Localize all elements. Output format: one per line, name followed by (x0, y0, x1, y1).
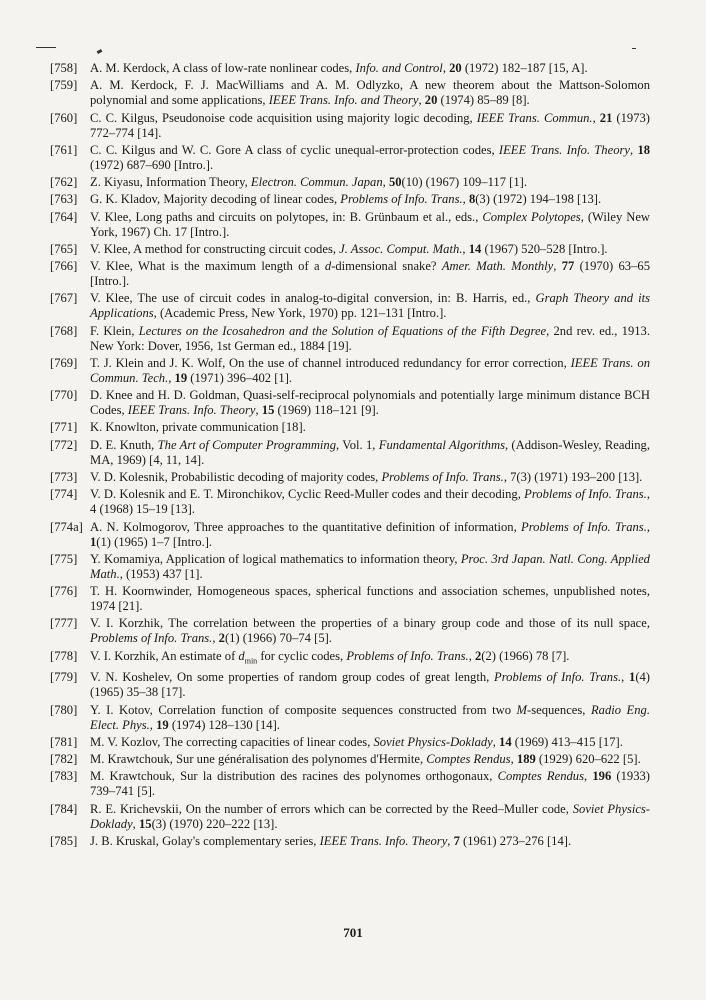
volume-number: 20 (424, 93, 438, 108)
reference-fragment: V. Klee, The use of circuit codes in analog-to-digital conversion, in: B. Harris, ed., (90, 291, 536, 306)
reference-fragment: D. E. Knuth, (90, 437, 158, 452)
volume-number: 50 (388, 175, 402, 190)
reference-fragment: V. Klee, What is the maximum length of a (90, 259, 325, 274)
reference-text (90, 487, 650, 517)
reference-fragment: , (462, 241, 469, 256)
reference-entry (50, 388, 650, 418)
reference-fragment: (3) (1970) 220–222 [13]. (151, 816, 278, 831)
volume-number: 8 (468, 192, 476, 207)
reference-fragment: F. Klein, (90, 323, 139, 338)
citation-title: M (516, 702, 528, 717)
reference-number: [784] (50, 801, 78, 816)
volume-number: 1 (629, 670, 636, 685)
reference-text (90, 584, 650, 614)
citation-title: Problems of Info. Trans. (340, 192, 463, 207)
reference-text (90, 649, 650, 669)
citation-title: IEEE Trans. Info. Theory (319, 833, 448, 848)
reference-text (90, 552, 650, 582)
reference-number: [769] (50, 355, 78, 370)
reference-fragment: , (418, 93, 425, 108)
reference-fragment: , (592, 110, 600, 125)
reference-fragment: D. Knee and H. D. Goldman, Quasi-self-reciprocal polynomials and potentially large minimum distance BCH Codes, (90, 388, 650, 418)
volume-number: 21 (599, 110, 613, 125)
reference-entry (50, 470, 650, 485)
reference-number: [759] (50, 78, 78, 93)
reference-fragment: Y. I. Kotov, Correlation function of composite sequences constructed from two (90, 702, 517, 717)
scan-speck (97, 49, 103, 54)
reference-fragment: , (510, 752, 517, 767)
reference-fragment: J. B. Kruskal, Golay's complementary series, (90, 833, 320, 848)
reference-number: [778] (50, 648, 78, 663)
reference-fragment: , (447, 833, 454, 848)
reference-fragment: C. C. Kilgus, Pseudonoise code acquisition using majority logic decoding, (90, 110, 477, 125)
citation-title: IEEE Trans. Info. Theory (498, 142, 630, 157)
reference-fragment: (1961) 273–276 [14]. (459, 833, 572, 848)
reference-entry (50, 259, 650, 289)
reference-fragment: (1973) 772–774 [14]. (90, 110, 650, 140)
reference-fragment: T. J. Klein and J. K. Wolf, On the use of channel introduced redundancy for error correction, (90, 355, 571, 370)
reference-text (90, 242, 650, 257)
reference-fragment: (1969) 413–415 [17]. (511, 734, 623, 749)
reference-text (90, 111, 650, 141)
volume-number: 15 (261, 403, 275, 418)
citation-title: Problems of Info. Trans. (524, 487, 647, 502)
volume-number: 1 (90, 534, 97, 549)
reference-entry (50, 487, 650, 517)
citation-title: d (238, 648, 245, 663)
reference-fragment: , 4 (1968) 15–19 [13]. (90, 487, 650, 517)
reference-fragment: (1974) 85–89 [8]. (437, 93, 530, 108)
reference-fragment: , (442, 61, 450, 75)
reference-text (90, 210, 650, 240)
reference-fragment: , (382, 175, 389, 190)
volume-number: 20 (449, 61, 462, 75)
reference-fragment: (2) (1966) 78 [7]. (481, 648, 570, 663)
reference-entry (50, 210, 650, 240)
reference-entry (50, 324, 650, 354)
reference-fragment: -dimensional snake? (331, 259, 442, 274)
reference-fragment: , (621, 670, 630, 685)
reference-entry (50, 834, 650, 849)
reference-fragment: , (462, 192, 469, 207)
citation-title: IEEE Trans. Info. and Theory (268, 93, 419, 108)
reference-text (90, 420, 650, 435)
citation-title: Problems of Info. Trans. (90, 631, 213, 646)
page-number: 701 (343, 925, 363, 940)
reference-number: [777] (50, 616, 78, 631)
reference-number: [779] (50, 670, 78, 685)
reference-fragment: , 7(3) (1971) 193–200 [13]. (503, 469, 643, 484)
citation-title: Comptes Rendus (497, 769, 584, 784)
reference-text (90, 388, 650, 418)
volume-number: 14 (468, 241, 482, 256)
citation-title: Soviet Physics-Doklady (373, 734, 493, 749)
reference-fragment: , (212, 631, 219, 646)
citation-title: Graph Theory and its Applications (90, 291, 650, 321)
reference-entry (50, 670, 650, 700)
reference-fragment: M. Krawtchouk, Sur la distribution des racines des polynomes orthogonaux, (90, 769, 498, 784)
reference-text (90, 61, 650, 76)
volume-number: 15 (138, 816, 152, 831)
citation-title: The Art of Computer Programming (157, 437, 337, 452)
reference-text (90, 834, 650, 849)
reference-text (90, 520, 650, 550)
citation-title: Fundamental Algorithms (378, 437, 505, 452)
reference-entry (50, 752, 650, 767)
reference-fragment: (1971) 396–402 [1]. (187, 370, 293, 385)
reference-entry (50, 420, 650, 435)
reference-text (90, 703, 650, 733)
scan-speck (36, 47, 56, 48)
reference-number: [782] (50, 752, 78, 767)
citation-title: Problems of Info. Trans. (521, 519, 647, 534)
reference-text (90, 735, 650, 750)
reference-text (90, 192, 650, 207)
reference-number: [781] (50, 734, 78, 749)
reference-entry (50, 175, 650, 190)
volume-number: 196 (592, 769, 612, 784)
reference-entry (50, 61, 650, 76)
reference-fragment: V. I. Korzhik, The correlation between the properties of a binary group code and those of its null space, (90, 616, 650, 631)
citation-title: Comptes Rendus (426, 752, 511, 767)
reference-fragment: , (Addison-Wesley, Reading, MA, 1969) [4, 11, 14]. (90, 437, 651, 467)
reference-text (90, 143, 650, 173)
reference-number: [763] (50, 192, 78, 207)
reference-fragment: (10) (1967) 109–117 [1]. (401, 175, 527, 190)
citation-title: Problems of Info. Trans. (346, 648, 469, 663)
reference-entry (50, 802, 650, 832)
citation-title: Electron. Commun. Japan (250, 175, 383, 190)
reference-text (90, 356, 650, 386)
reference-entry (50, 552, 650, 582)
reference-fragment: , (132, 816, 139, 831)
reference-text (90, 470, 650, 485)
reference-list (50, 61, 650, 851)
reference-text (90, 616, 650, 646)
reference-text (90, 291, 650, 321)
volume-number: 19 (174, 370, 188, 385)
reference-text (90, 769, 650, 799)
reference-fragment: G. K. Kladov, Majority decoding of linear codes, (90, 192, 341, 207)
reference-number: [767] (50, 291, 78, 306)
reference-fragment: T. H. Koornwinder, Homogeneous spaces, spherical functions and association schemes, unpublished notes, 1974 [21]. (90, 584, 650, 614)
reference-entry (50, 242, 650, 257)
reference-entry (50, 584, 650, 614)
reference-entry (50, 192, 650, 207)
reference-text (90, 802, 650, 832)
reference-fragment: K. Knowlton, private communication [18]. (90, 420, 306, 435)
volume-number: 2 (474, 648, 482, 663)
reference-fragment: A. N. Kolmogorov, Three approaches to the quantitative definition of information, (90, 519, 522, 534)
citation-title: IEEE Trans. on Commun. Tech. (90, 355, 650, 385)
reference-number: [766] (50, 259, 78, 274)
reference-fragment: , (646, 519, 650, 534)
citation-title: Proc. 3rd Japan. Natl. Cong. Applied Math. (90, 551, 650, 581)
reference-fragment: , (149, 717, 157, 732)
citation-title: d (324, 259, 332, 274)
reference-fragment: (1970) 63–65 [Intro.]. (90, 259, 650, 289)
reference-fragment: V. Klee, A method for constructing circuit codes, (90, 241, 340, 256)
reference-fragment: , (1953) 437 [1]. (119, 566, 203, 581)
reference-fragment: min (244, 656, 258, 666)
reference-entry (50, 291, 650, 321)
reference-fragment: V. D. Kolesnik and E. T. Mironchikov, Cyclic Reed-Muller codes and their decoding, (90, 487, 525, 502)
reference-fragment: Z. Kiyasu, Information Theory, (90, 175, 251, 190)
reference-fragment: A. M. Kerdock, F. J. MacWilliams and A. M. Odlyzko, A new theorem about the Mattson-Solomon polynomial and some applications, (90, 78, 650, 108)
reference-fragment: , (255, 403, 262, 418)
citation-title: Problems of Info. Trans. (494, 670, 622, 685)
volume-number: 19 (156, 717, 169, 732)
reference-fragment: (1969) 118–121 [9]. (274, 403, 379, 418)
scan-speck (632, 48, 636, 49)
reference-text (90, 259, 650, 289)
reference-text (90, 78, 650, 108)
reference-fragment: (1972) 182–187 [15, A]. (461, 61, 588, 75)
reference-fragment: (1929) 620–622 [5]. (535, 752, 641, 767)
reference-text (90, 324, 650, 354)
reference-number: [783] (50, 769, 78, 784)
reference-entry (50, 769, 650, 799)
citation-title: Radio Eng. Elect. Phys. (90, 702, 650, 732)
reference-number: [770] (50, 388, 78, 403)
reference-number: [764] (50, 209, 78, 224)
reference-number: [776] (50, 584, 78, 599)
reference-fragment: , (584, 769, 593, 784)
reference-fragment: (1933) 739–741 [5]. (90, 769, 651, 799)
reference-fragment: A. M. Kerdock, A class of low-rate nonlinear codes, (90, 61, 356, 75)
reference-fragment: (3) (1972) 194–198 [13]. (475, 192, 602, 207)
reference-entry (50, 356, 650, 386)
citation-title: Complex Polytopes (482, 209, 581, 224)
citation-title: IEEE Trans. Info. Theory (127, 403, 256, 418)
citation-title: Lectures on the Icosahedron and the Solution of Equations of the Fifth Degree (138, 323, 547, 338)
citation-title: Amer. Math. Monthly (441, 259, 554, 274)
reference-entry (50, 520, 650, 550)
reference-fragment: , (630, 142, 638, 157)
reference-number: [771] (50, 420, 78, 435)
reference-fragment: , (Academic Press, New York, 1970) pp. 121–131 [Intro.]. (153, 306, 447, 321)
reference-number: [768] (50, 323, 78, 338)
reference-text (90, 438, 650, 468)
citation-title: Soviet Physics-Doklady (90, 801, 650, 831)
reference-fragment: M. Krawtchouk, Sur une généralisation des polynomes d'Hermite, (90, 752, 427, 767)
reference-fragment: , (Wiley New York, 1967) Ch. 17 [Intro.]. (90, 209, 651, 239)
citation-title: J. Assoc. Comput. Math. (339, 241, 463, 256)
reference-fragment: (1) (1965) 1–7 [Intro.]. (96, 534, 213, 549)
reference-fragment: (1967) 520–528 [Intro.]. (481, 241, 608, 256)
volume-number: 189 (516, 752, 536, 767)
reference-entry (50, 616, 650, 646)
reference-number: [765] (50, 241, 78, 256)
reference-fragment: M. V. Kozlov, The correcting capacities of linear codes, (90, 734, 374, 749)
reference-fragment: (1) (1966) 70–74 [5]. (224, 631, 332, 646)
reference-fragment: R. E. Krichevskii, On the number of errors which can be corrected by the Reed–Muller code, (90, 801, 573, 816)
reference-number: [772] (50, 437, 78, 452)
citation-title: IEEE Trans. Commun. (476, 110, 593, 125)
reference-fragment: , (168, 370, 175, 385)
reference-fragment: , 2nd rev. ed., 1913. New York: Dover, 1956, 1st German ed., 1884 [19]. (90, 323, 650, 353)
reference-entry (50, 649, 650, 669)
reference-fragment: V. D. Kolesnik, Probabilistic decoding of majority codes, (90, 469, 382, 484)
volume-number: 7 (453, 833, 460, 848)
reference-fragment: (1972) 687–690 [Intro.]. (90, 157, 214, 172)
reference-entry (50, 78, 650, 108)
reference-number: [758] (50, 61, 78, 75)
reference-fragment: , (492, 734, 500, 749)
reference-text (90, 670, 650, 700)
reference-entry (50, 111, 650, 141)
reference-number: [780] (50, 702, 78, 717)
reference-fragment: (1974) 128–130 [14]. (168, 717, 280, 732)
reference-fragment: , Vol. 1, (336, 437, 379, 452)
reference-fragment: V. Klee, Long paths and circuits on polytopes, in: B. Grünbaum et al., eds., (90, 209, 483, 224)
reference-number: [774] (50, 487, 78, 502)
reference-fragment: -sequences, (527, 702, 591, 717)
reference-fragment: V. I. Korzhik, An estimate of (90, 648, 239, 663)
reference-number: [760] (50, 110, 78, 125)
reference-fragment: , (553, 259, 562, 274)
reference-text (90, 752, 650, 767)
volume-number: 18 (637, 142, 651, 157)
reference-number: [785] (50, 833, 78, 848)
reference-entry (50, 703, 650, 733)
reference-number: [773] (50, 469, 78, 484)
reference-fragment: Y. Komamiya, Application of logical mathematics to information theory, (90, 551, 461, 566)
volume-number: 2 (218, 631, 225, 646)
reference-fragment: , (468, 648, 475, 663)
reference-number: [774a] (50, 519, 83, 534)
reference-number: [775] (50, 551, 78, 566)
reference-entry (50, 735, 650, 750)
volume-number: 14 (499, 734, 512, 749)
reference-entry (50, 438, 650, 468)
reference-number: [762] (50, 175, 78, 190)
reference-fragment: (4) (1965) 35–38 [17]. (90, 670, 650, 700)
reference-fragment: for cyclic codes, (257, 648, 347, 663)
reference-number: [761] (50, 142, 78, 157)
citation-title: Problems of Info. Trans. (381, 469, 504, 484)
reference-fragment: C. C. Kilgus and W. C. Gore A class of cyclic unequal-error-protection codes, (90, 142, 499, 157)
reference-entry (50, 143, 650, 173)
reference-fragment: V. N. Koshelev, On some properties of random group codes of great length, (90, 670, 495, 685)
reference-text (90, 175, 650, 190)
volume-number: 77 (561, 259, 575, 274)
citation-title: Info. and Control (355, 61, 443, 75)
